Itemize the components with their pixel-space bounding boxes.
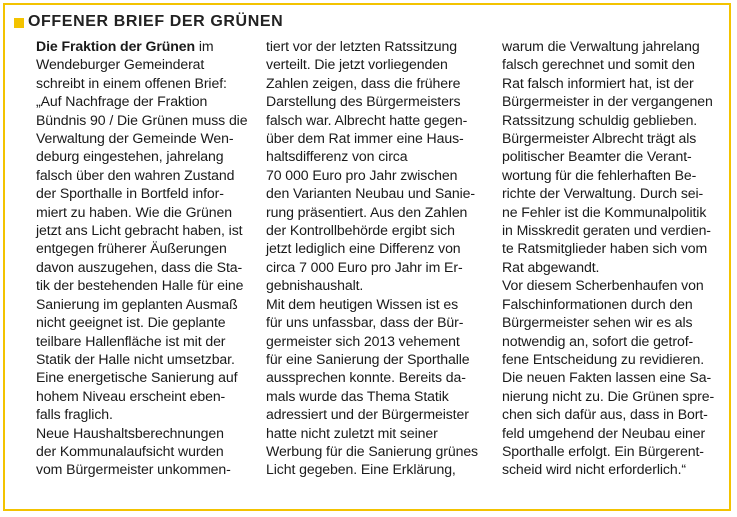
- text-line: Zahlen zeigen, dass die frühere: [266, 74, 461, 91]
- article-column-2: [266, 37, 488, 479]
- text-line: gebnishaushalt.: [266, 277, 364, 294]
- text-line: den Varianten Neubau und Sanie-: [266, 185, 475, 202]
- text-line: Licht gegeben. Eine Erklärung,: [266, 461, 456, 478]
- text-line: in Misskredit geraten und verdien-: [502, 222, 711, 239]
- text-line: Rat falsch informiert hat, ist der: [502, 74, 694, 91]
- text-line: jetzt lediglich eine Differenz von: [266, 240, 461, 257]
- text-line: notwendig an, sofort die getrof-: [502, 332, 694, 349]
- text-line: der Kontrollbehörde ergibt sich: [266, 222, 455, 239]
- text-line: tiert vor der letzten Ratssitzung: [266, 38, 457, 54]
- text-line: aussprechen konnte. Bereits da-: [266, 369, 466, 386]
- text-line: wortung für die fehlerhaften Be-: [502, 166, 697, 183]
- text-line: Vor diesem Scherbenhaufen von: [502, 277, 704, 294]
- text-line: germeister sich 2013 vehement: [266, 332, 460, 349]
- text-line: miert zu haben. Wie die Grünen: [36, 203, 232, 220]
- text-line: mals wurde das Thema Statik: [266, 387, 449, 404]
- text-line: Verwaltung der Gemeinde Wen-: [36, 130, 234, 147]
- text-line: chen sich dafür aus, dass in Bort-: [502, 406, 708, 423]
- text-line: der Kommunalaufsicht wurden: [36, 442, 224, 459]
- text-line: entgegen früherer Äußerungen: [36, 240, 227, 257]
- text-line: circa 7 000 Euro pro Jahr im Er-: [266, 258, 463, 275]
- text-line: Bürgermeister Albrecht trägt als: [502, 130, 697, 147]
- text-line: politischer Beamter die Verant-: [502, 148, 692, 165]
- text-line: fene Entscheidung zu revidieren.: [502, 350, 705, 367]
- text-line: rung präsentiert. Aus den Zahlen: [266, 203, 468, 220]
- text-line: Wendeburger Gemeinderat: [36, 56, 205, 73]
- text-line: nicht geeignet ist. Die geplante: [36, 314, 226, 331]
- text-line: Mit dem heutigen Wissen ist es: [266, 295, 459, 312]
- text-line: teilbare Hallenfläche ist mit der: [36, 332, 226, 349]
- text-line: adressiert und der Bürgermeister: [266, 406, 469, 423]
- text-line: 70 000 Euro pro Jahr zwischen: [266, 166, 458, 183]
- text-line: deburg eingestehen, jahrelang: [36, 148, 224, 165]
- text-line: richte der Verwaltung. Durch sei-: [502, 185, 704, 202]
- text-line: Darstellung des Bürgermeisters: [266, 93, 461, 110]
- text-line: te Ratsmitglieder haben sich vom: [502, 240, 708, 257]
- text-line: jetzt ans Licht gebracht haben, ist: [36, 222, 243, 239]
- text-line: Bürgermeister sehen wir es als: [502, 314, 693, 331]
- text-line: der Sporthalle in Bortfeld infor-: [36, 185, 224, 202]
- text-line: falls fraglich.: [36, 406, 113, 423]
- text-line: Ratssitzung schuldig geblieben.: [502, 111, 698, 128]
- text-line: falsch war. Albrecht hatte gegen-: [266, 111, 468, 128]
- text-line: verteilt. Die jetzt vorliegenden: [266, 56, 448, 73]
- text-line: tik der bestehenden Halle für eine: [36, 277, 244, 294]
- text-line: über dem Rat immer eine Haus-: [266, 130, 464, 147]
- text-line: vom Bürgermeister unkommen-: [36, 461, 231, 478]
- text-line: nierung nicht zu. Die Grünen spre-: [502, 387, 715, 404]
- text-line: Rat abgewandt.: [502, 258, 600, 275]
- text-line: Sporthalle erfolgt. Ein Bürgerent-: [502, 442, 704, 459]
- lead-bold-text: Die Fraktion der Grünen: [36, 38, 196, 54]
- text-line: Bündnis 90 / Die Grünen muss die: [36, 111, 248, 128]
- text-line: Die neuen Fakten lassen eine Sa-: [502, 369, 712, 386]
- text-line: hatte nicht zuletzt mit seiner: [266, 424, 438, 441]
- text-line: Falschinformationen durch den: [502, 295, 693, 312]
- text-line: Statik der Halle nicht umsetzbar.: [36, 350, 235, 367]
- lead-continuation: im: [195, 38, 214, 54]
- text-line: Werbung für die Sanierung grünes: [266, 442, 478, 459]
- text-line: [36, 37, 252, 55]
- text-line: hohem Niveau erscheint eben-: [36, 387, 226, 404]
- text-line: falsch gerechnet und somit den: [502, 56, 695, 73]
- text-line: ne Fehler ist die Kommunalpolitik: [502, 203, 707, 220]
- text-line: scheid wird nicht erforderlich.“: [502, 461, 687, 478]
- text-line: Neue Haushaltsberechnungen: [36, 424, 224, 441]
- text-line: schreibt in einem offenen Brief:: [36, 74, 227, 91]
- article-column-3: [502, 37, 724, 479]
- text-line: für uns unfassbar, dass der Bür-: [266, 314, 464, 331]
- text-line: falsch über den wahren Zustand: [36, 166, 235, 183]
- heading-marker-square: [14, 18, 24, 28]
- text-line: Sanierung im geplanten Ausmaß: [36, 295, 238, 312]
- text-line: Bürgermeister in der vergangenen: [502, 93, 713, 110]
- text-line: Eine energetische Sanierung auf: [36, 369, 238, 386]
- text-line: davon auszugehen, dass die Sta-: [36, 258, 243, 275]
- article-column-1: [36, 37, 252, 479]
- text-line: „Auf Nachfrage der Fraktion: [36, 93, 208, 110]
- text-line: warum die Verwaltung jahrelang: [502, 38, 700, 54]
- article-heading: OFFENER BRIEF DER GRÜNEN: [28, 13, 284, 30]
- text-line: feld umgehend der Neubau einer: [502, 424, 706, 441]
- text-line: haltsdifferenz von circa: [266, 148, 408, 165]
- text-line: für eine Sanierung der Sporthalle: [266, 350, 470, 367]
